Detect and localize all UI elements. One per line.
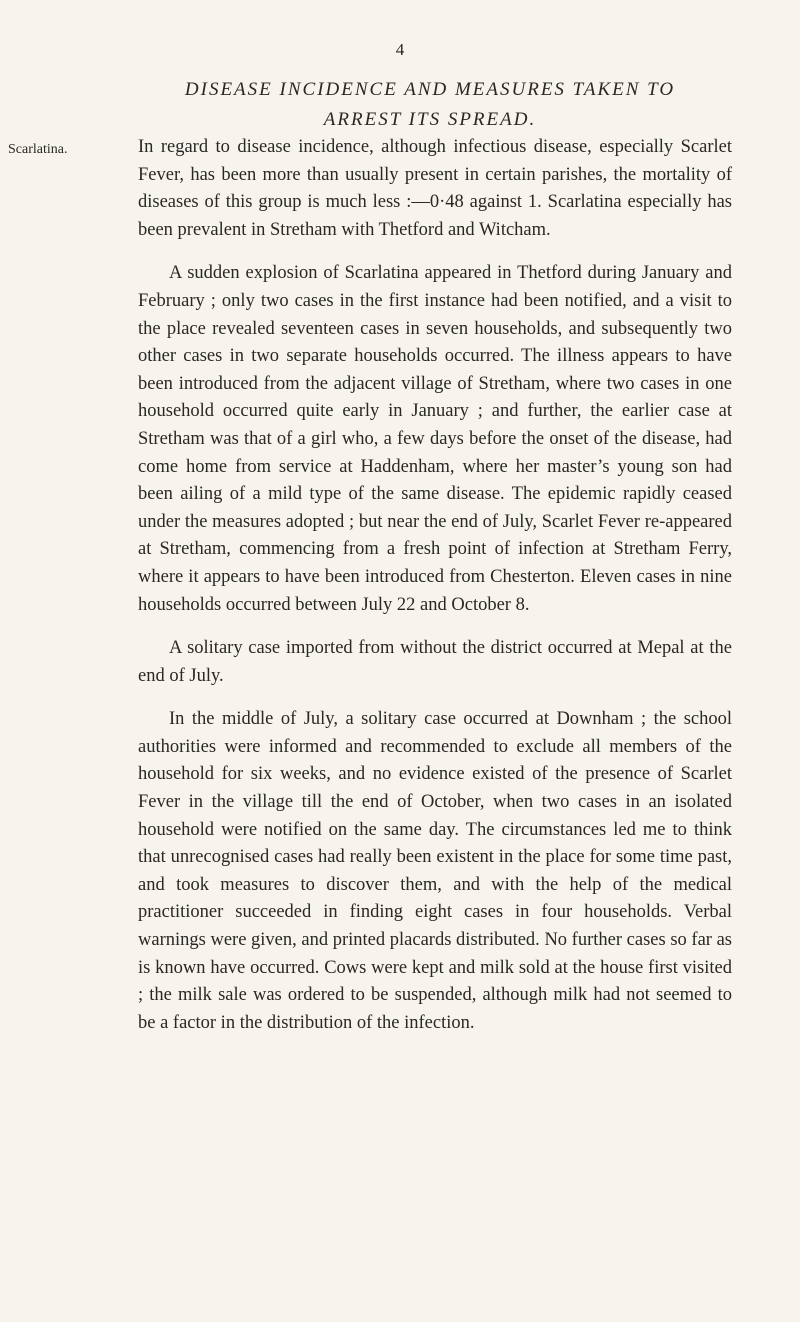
page-number: 4	[395, 40, 405, 59]
paragraph: A solitary case imported from without the district occurred at Mepal at the end of July.	[138, 638, 732, 686]
heading-line-1: DISEASE INCIDENCE AND MEASURES TAKEN TO	[184, 79, 676, 100]
paragraph: A sudden explosion of Scarlatina appeared in Thetford during January and February ; only two cases in the first instance had been notified, and a visit to the place revealed seventeen cases in seven households, and subsequently two other cases in two separate households occurred. The illness appears to have been introduced from the adjacent village of Stretham, where two cases in one household occurred quite early in January ; and further, the earlier case at Stretham was that of a girl who, a few days before the onset of the disease, had come home from service at Haddenham, where her master’s young son had been ailing of a mild type of the same disease. The epidemic rapidly ceased under the measures adopted ; but near the end of July, Scarlet Fever re-appeared at Stretham, commencing from a fresh point of infection at Stretham Ferry, where it appears to have been introduced from Chesterton. Eleven cases in nine households occurred between July 22 and October 8.	[138, 263, 732, 615]
body-text	[138, 134, 732, 1053]
section-heading	[120, 75, 740, 135]
margin-note: Scarlatina.	[8, 142, 68, 157]
paragraph: In the middle of July, a solitary case occurred at Downham ; the school authorities were informed and recommended to exclude all members of the household for six weeks, and no evidence existed of the presence of Scarlet Fever in the village till the end of October, when two cases in an isolated household were notified on the same day. The circumstances led me to think that unrecognised cases had really been existent in the place for some time past, and took measures to discover them, and with the help of the medical practitioner succeeded in finding eight cases in four households. Verbal warnings were given, and printed placards distributed. No further cases so far as is known have occurred. Cows were kept and milk sold at the house first visited ; the milk sale was ordered to be suspended, although milk had not seemed to be a factor in the distribution of the infection.	[138, 709, 732, 1033]
heading-line-2: ARREST ITS SPREAD.	[323, 109, 537, 130]
paragraph: In regard to disease incidence, although infectious disease, especially Scarlet Fever, has been more than usually present in certain parishes, the mortality of diseases of this group is much less :—0·48 against 1. Scarlatina especially has been prevalent in Stretham with Thetford and Witcham.	[138, 137, 732, 240]
